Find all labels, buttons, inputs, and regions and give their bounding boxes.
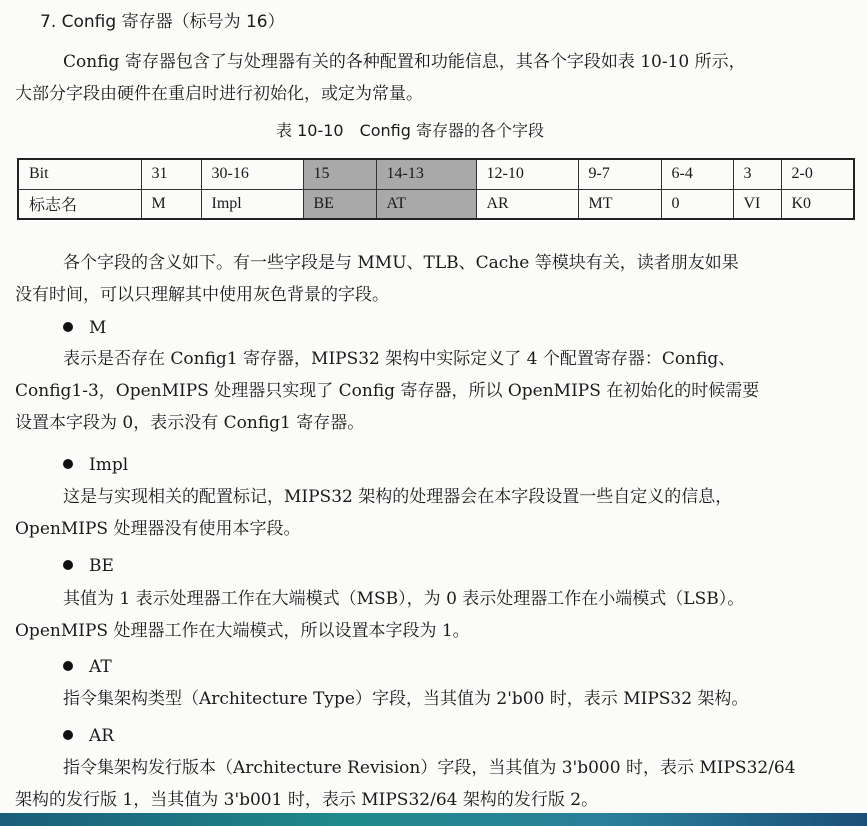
field-bullet-at bbox=[63, 656, 112, 678]
table-cell: AT bbox=[376, 189, 476, 219]
field-name: AT bbox=[89, 657, 112, 677]
field-bullet-m bbox=[63, 317, 106, 339]
field-bullet-impl bbox=[63, 454, 128, 476]
field-desc-line: OpenMIPS 处理器没有使用本字段。 bbox=[15, 519, 301, 539]
bullet-icon bbox=[63, 459, 73, 469]
section-heading: 7. Config 寄存器（标号为 16） bbox=[40, 12, 285, 32]
table-cell: 9-7 bbox=[578, 159, 661, 189]
table-cell: 31 bbox=[141, 159, 201, 189]
table-row bbox=[18, 159, 854, 189]
field-desc-line: 这是与实现相关的配置标记，MIPS32 架构的处理器会在本字段设置一些自定义的信息， bbox=[63, 487, 733, 507]
bottom-color-bar bbox=[0, 813, 867, 826]
table-cell: 0 bbox=[661, 189, 733, 219]
field-desc-line: OpenMIPS 处理器工作在大端模式，所以设置本字段为 1。 bbox=[15, 621, 470, 641]
table-cell: K0 bbox=[781, 189, 854, 219]
field-desc-line: 设置本字段为 0，表示没有 Config1 寄存器。 bbox=[15, 413, 365, 433]
table-cell: 30-16 bbox=[201, 159, 303, 189]
table-caption: 表 10-10 Config 寄存器的各个字段 bbox=[276, 121, 545, 140]
para-line: 各个字段的含义如下。有一些字段是与 MMU、TLB、Cache 等模块有关，读者朋友如果 bbox=[63, 253, 739, 273]
table-cell: AR bbox=[476, 189, 578, 219]
table-cell: BE bbox=[303, 189, 376, 219]
table-cell: 6-4 bbox=[661, 159, 733, 189]
table-cell: 14-13 bbox=[376, 159, 476, 189]
field-name: BE bbox=[89, 556, 114, 576]
intro-line: 大部分字段由硬件在重启时进行初始化，或定为常量。 bbox=[15, 84, 423, 104]
field-desc-line: 其值为 1 表示处理器工作在大端模式（MSB），为 0 表示处理器工作在小端模式（LSB）。 bbox=[63, 589, 745, 609]
intro-line: Config 寄存器包含了与处理器有关的各种配置和功能信息，其各个字段如表 10-10 所示， bbox=[63, 52, 746, 72]
table-cell: VI bbox=[733, 189, 781, 219]
bullet-icon bbox=[63, 560, 73, 570]
field-desc-line: 指令集架构发行版本（Architecture Revision）字段，当其值为 3'b000 时，表示 MIPS32/64 bbox=[63, 758, 796, 778]
table-cell: MT bbox=[578, 189, 661, 219]
table-cell: 标志名 bbox=[18, 189, 141, 219]
table-cell: Impl bbox=[201, 189, 303, 219]
field-bullet-be bbox=[63, 555, 114, 577]
bullet-icon bbox=[63, 322, 73, 332]
bullet-icon bbox=[63, 661, 73, 671]
table-cell: Bit bbox=[18, 159, 141, 189]
table-cell: 12-10 bbox=[476, 159, 578, 189]
field-bullet-ar bbox=[63, 725, 114, 747]
table-cell: 2-0 bbox=[781, 159, 854, 189]
field-desc-line: Config1-3，OpenMIPS 处理器只实现了 Config 寄存器，所以 OpenMIPS 在初始化的时候需要 bbox=[15, 381, 760, 401]
field-desc-line: 架构的发行版 1，当其值为 3'b001 时，表示 MIPS32/64 架构的发行版 2。 bbox=[15, 790, 599, 810]
config-fields-table bbox=[17, 158, 855, 220]
field-name: AR bbox=[89, 726, 115, 746]
field-name: M bbox=[89, 318, 107, 338]
para-line: 没有时间，可以只理解其中使用灰色背景的字段。 bbox=[15, 285, 389, 305]
field-desc-line: 表示是否存在 Config1 寄存器，MIPS32 架构中实际定义了 4 个配置寄存器：Config、 bbox=[63, 349, 736, 369]
field-desc-line: 指令集架构类型（Architecture Type）字段，当其值为 2'b00 时，表示 MIPS32 架构。 bbox=[63, 689, 749, 709]
table-cell: 3 bbox=[733, 159, 781, 189]
table-cell: M bbox=[141, 189, 201, 219]
field-name: Impl bbox=[89, 455, 129, 475]
bullet-icon bbox=[63, 730, 73, 740]
table-row bbox=[18, 189, 854, 219]
table-cell: 15 bbox=[303, 159, 376, 189]
